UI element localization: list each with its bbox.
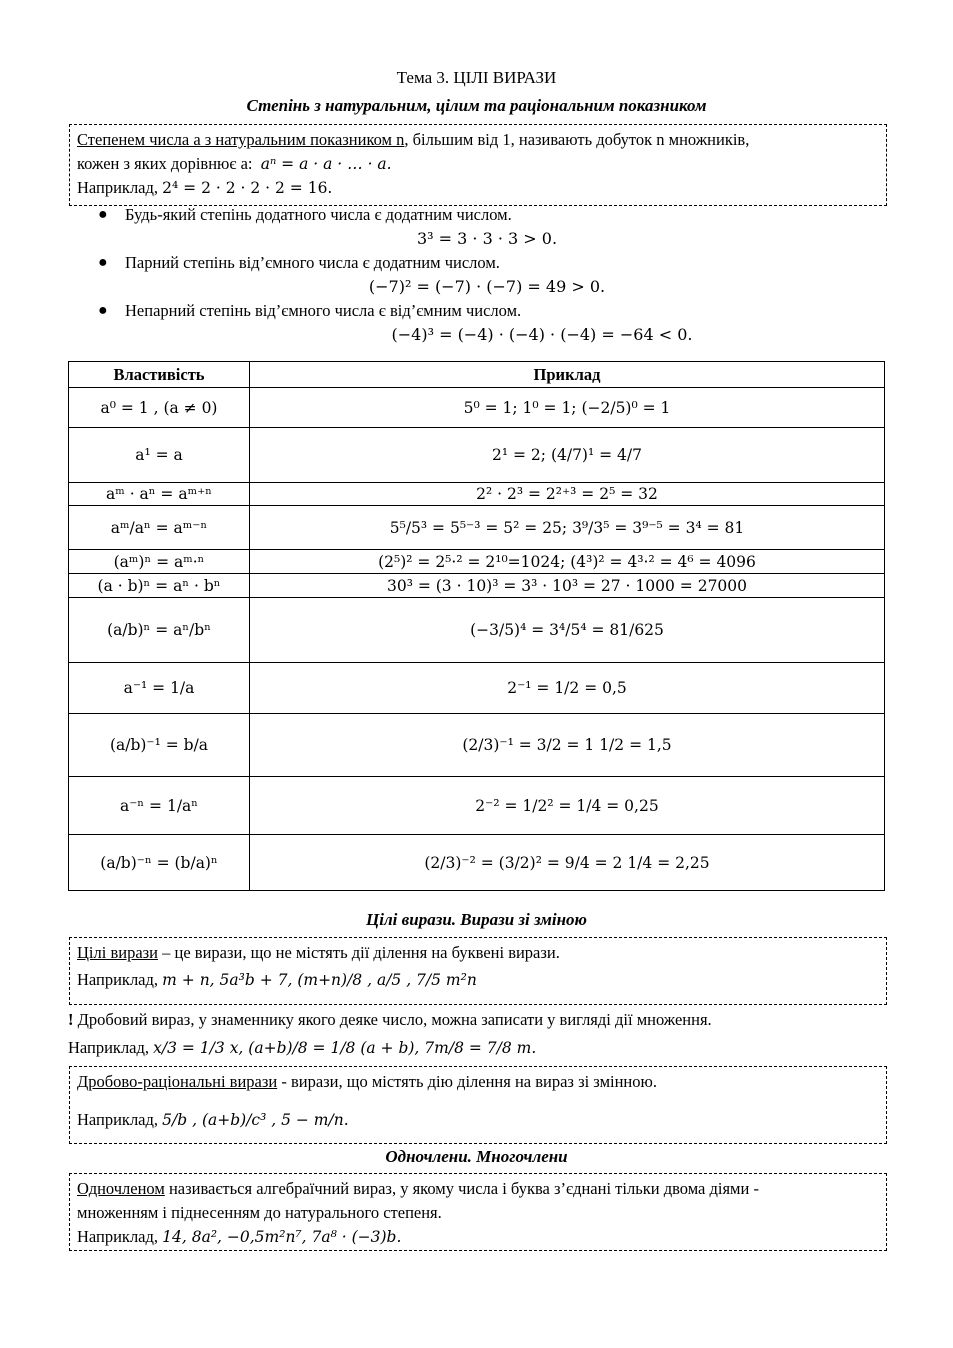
definition-term: Степенем числа a з натуральним показником n [77, 130, 405, 149]
example-cell: 5⁵/5³ = 5⁵⁻³ = 5² = 25; 3⁹/3⁵ = 3⁹⁻⁵ = 3⁴ = 81 [250, 506, 885, 550]
rational-expressions-box [69, 1066, 887, 1144]
monomial-box [69, 1173, 887, 1251]
table-row [69, 388, 885, 428]
property-cell: (a/b)⁻¹ = b/a [69, 714, 250, 777]
whole-example-label: Наприклад, [77, 970, 159, 989]
table-row [69, 714, 885, 777]
example-cell: 2² · 2³ = 2²⁺³ = 2⁵ = 32 [250, 483, 885, 506]
list-item-text: Будь-який степінь додатного числа є додатним числом. [125, 205, 512, 224]
list-item [92, 251, 882, 275]
monomial-example-label: Наприклад, [77, 1227, 159, 1246]
table-header-row [69, 362, 885, 388]
property-cell: (a/b)ⁿ = aⁿ/bⁿ [69, 598, 250, 663]
property-cell: aᵐ · aⁿ = aᵐ⁺ⁿ [69, 483, 250, 506]
table-row [69, 598, 885, 663]
definition-example-label: Наприклад, [77, 178, 159, 197]
table-row [69, 777, 885, 835]
table-row [69, 835, 885, 891]
column-header-example: Приклад [250, 362, 885, 388]
monomial-text-1: називається алгебраїчний вираз, у якому числа і буква з’єднані тільки двома діями - [164, 1179, 759, 1198]
fraction-note [68, 1008, 888, 1060]
rational-text: - вирази, що містять дію ділення на вираз зі змінною. [277, 1072, 657, 1091]
rational-example-label: Наприклад, [77, 1110, 159, 1129]
example-cell: (−3/5)⁴ = 3⁴/5⁴ = 81/625 [250, 598, 885, 663]
definition-text-1: , більшим від 1, називають добуток n множників, [404, 130, 750, 149]
properties-table [68, 361, 885, 891]
property-cell: a¹ = a [69, 428, 250, 483]
section-heading-powers: Степінь з натуральним, цілим та раціональним показником [246, 96, 707, 115]
example-cell: 2⁻² = 1/2² = 1/4 = 0,25 [250, 777, 885, 835]
column-header-property: Властивість [69, 362, 250, 388]
section-heading-monomials: Одночлени. Многочлени [385, 1147, 568, 1166]
note-example-label: Наприклад, [68, 1038, 150, 1057]
bullet-icon: ● [98, 302, 108, 319]
property-cell: (aᵐ)ⁿ = aᵐ·ⁿ [69, 550, 250, 574]
note-mark: ! [68, 1010, 74, 1029]
property-cell: aᵐ/aⁿ = aᵐ⁻ⁿ [69, 506, 250, 550]
example-cell: 30³ = (3 · 10)³ = 3³ · 10³ = 27 · 1000 = 27000 [250, 574, 885, 598]
table-row [69, 483, 885, 506]
table-row [69, 506, 885, 550]
bullet-icon: ● [98, 254, 108, 271]
whole-example: m + n, 5a³b + 7, (m+n)/8 , a/5 , 7/5 m²n [162, 971, 477, 989]
example-cell: (2/3)⁻² = (3/2)² = 9/4 = 2 1/4 = 2,25 [250, 835, 885, 891]
table-row [69, 550, 885, 574]
whole-expressions-term: Цілі вирази [77, 943, 158, 962]
list-item-formula: 3³ = 3 · 3 · 3 > 0. [416, 229, 558, 248]
example-cell: 2¹ = 2; (4/7)¹ = 4/7 [250, 428, 885, 483]
monomial-term: Одночленом [77, 1179, 165, 1198]
section-heading-whole-expressions: Цілі вирази. Вирази зі зміною [366, 910, 587, 929]
rational-term: Дробово-раціональні вирази [77, 1072, 278, 1091]
definition-formula: aⁿ = a · a · … · a. [260, 155, 392, 173]
property-cell: a⁻ⁿ = 1/aⁿ [69, 777, 250, 835]
property-cell: (a · b)ⁿ = aⁿ · bⁿ [69, 574, 250, 598]
definition-box [69, 124, 887, 206]
note-example: x/3 = 1/3 x, (a+b)/8 = 1/8 (a + b), 7m/8 = 7/8 m. [153, 1039, 537, 1057]
sign-rules-list [92, 203, 882, 347]
example-cell: (2⁵)² = 2⁵·² = 2¹⁰=1024; (4³)² = 4³·² = 4⁶ = 4096 [250, 550, 885, 574]
example-cell: (2/3)⁻¹ = 3/2 = 1 1/2 = 1,5 [250, 714, 885, 777]
table-row [69, 428, 885, 483]
monomial-example: 14, 8a², −0,5m²n⁷, 7a⁸ · (−3)b. [162, 1228, 402, 1246]
property-cell: (a/b)⁻ⁿ = (b/a)ⁿ [69, 835, 250, 891]
monomial-text-2: множенням і піднесенням до натурального степеня. [77, 1203, 442, 1222]
page-title: Тема 3. ЦІЛІ ВИРАЗИ [396, 68, 557, 87]
note-text: Дробовий вираз, у знаменнику якого деяке число, можна записати у вигляді дії множення. [73, 1010, 712, 1029]
table-row [69, 663, 885, 714]
example-cell: 5⁰ = 1; 1⁰ = 1; (−2/5)⁰ = 1 [250, 388, 885, 428]
table-row [69, 574, 885, 598]
list-item-formula: (−4)³ = (−4) · (−4) · (−4) = −64 < 0. [391, 325, 693, 344]
property-cell: a⁻¹ = 1/a [69, 663, 250, 714]
list-item-formula: (−7)² = (−7) · (−7) = 49 > 0. [368, 277, 606, 296]
rational-example: 5/b , (a+b)/c³ , 5 − m/n. [162, 1111, 349, 1129]
definition-text-2: кожен з яких дорівнює a: [77, 154, 253, 173]
list-item-text: Парний степінь від’ємного числа є додатним числом. [125, 253, 500, 272]
definition-example: 2⁴ = 2 · 2 · 2 · 2 = 16. [162, 179, 333, 197]
property-cell: a⁰ = 1 , (a ≠ 0) [69, 388, 250, 428]
whole-expressions-text: – це вирази, що не містять дії ділення на буквені вирази. [158, 943, 560, 962]
list-item-text: Непарний степінь від’ємного числа є від’ємним числом. [125, 301, 522, 320]
example-cell: 2⁻¹ = 1/2 = 0,5 [250, 663, 885, 714]
list-item [92, 299, 882, 323]
bullet-icon: ● [98, 206, 108, 223]
list-item [92, 203, 882, 227]
whole-expressions-box [69, 937, 887, 1005]
